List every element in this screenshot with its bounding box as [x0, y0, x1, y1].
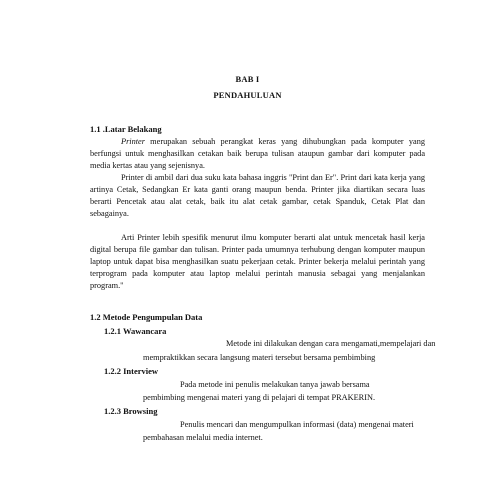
chapter-title: PENDAHULUAN: [213, 90, 282, 100]
paragraph-printer-specific: [90, 232, 425, 292]
interview-line-2: pembimbing mengenai materi yang di pelajari di tempat PRAKERIN.: [143, 393, 376, 402]
subsection-heading-browsing: 1.2.3 Browsing: [104, 406, 158, 416]
interview-line-1: Pada metode ini penulis melakukan tanya jawab bersama: [180, 380, 370, 389]
browsing-line-2: pembahasan melalui media internet.: [143, 433, 263, 442]
paragraph-text: Arti Printer lebih spesifik menurut ilmu komputer berarti alat untuk mencetak hasil kerja digital berupa file gambar dan tulisan. Printer pada umumnya terhubung dengan komputer maupun laptop untuk dapat bisa menghasilkan suatu pekerjaan cetak. Printer bekerja melalui perintah yang terprogram pada komputer atau laptop melalui perintah manusia sebagai yang menjalankan program.": [90, 233, 425, 290]
chapter-label: BAB I: [235, 74, 260, 84]
paragraph-printer-etymology: [90, 172, 425, 220]
paragraph-text: merupakan sebuah perangkat keras yang dihubungkan pada komputer yang berfungsi untuk menghasilkan cetakan baik berupa tulisan ataupun gambar dari komputer pada media kertas atau yang sejenisnya.: [90, 137, 425, 170]
section-heading-latar-belakang: 1.1 .Latar Belakang: [90, 124, 162, 134]
paragraph-text: Printer di ambil dari dua suku kata bahasa inggris "Print dan Er". Print dari kata kerja yang artinya Cetak, Sedangkan Er kata ganti orang maupun benda. Printer jika diartikan secara luas berarti Pencetak atau alat cetak, baik itu alat cetak gambar, cetak Spanduk, Cetak Plat dan sebagainya.: [90, 173, 425, 218]
paragraph-printer-definition: [90, 136, 425, 172]
printer-term: Printer: [121, 137, 145, 146]
subsection-heading-wawancara: 1.2.1 Wawancara: [104, 326, 167, 336]
subsection-heading-interview: 1.2.2 Interview: [104, 366, 159, 376]
browsing-line-1: Penulis mencari dan mengumpulkan informasi (data) mengenai materi: [180, 420, 414, 429]
section-heading-metode: 1.2 Metode Pengumpulan Data: [90, 312, 203, 322]
wawancara-line-2: mempraktikkan secara langsung materi tersebut bersama pembimbing: [143, 353, 376, 362]
wawancara-line-1: Metode ini dilakukan dengan cara mengamati,mempelajari dan: [226, 339, 436, 348]
